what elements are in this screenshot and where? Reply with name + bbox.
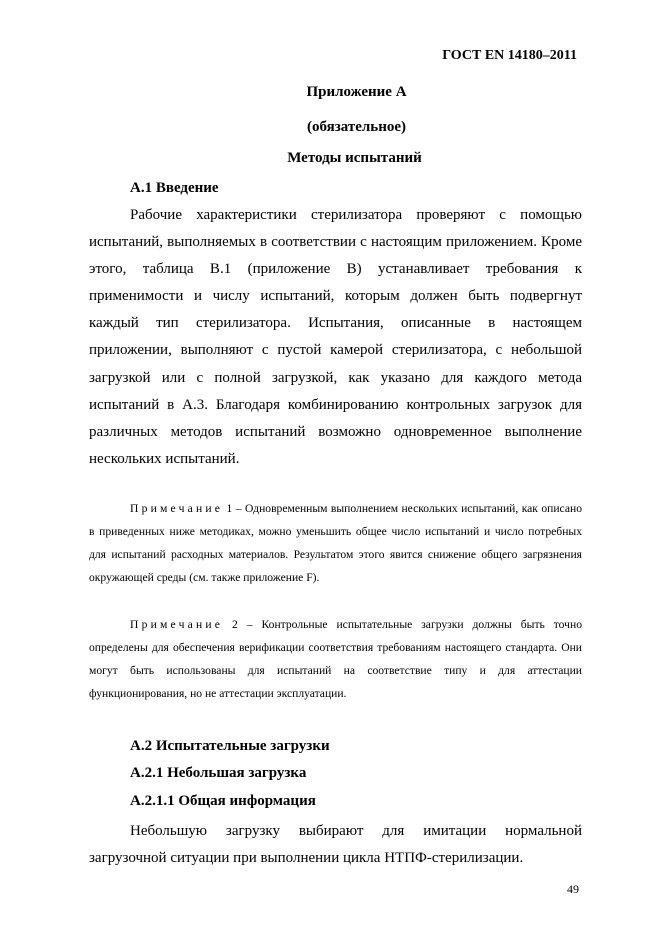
- note-1-label: Примечание: [130, 502, 224, 515]
- note-1-text: 1 – Одновременным выполнением нескольких испытаний, как описано в приведенных ниже методиках, можно уменьшить общее число испытаний и число потребных для испытаний расходных материалов. Результатом этого явится снижение общего загрязнения окружающей среды (см. также приложение F).: [89, 502, 582, 584]
- section-a2-heading: А.2 Испытательные загрузки: [130, 738, 330, 754]
- annex-title: [0, 84, 661, 101]
- note-2-text: 2 – Контрольные испытательные загрузки должны быть точно определены для обеспечения верификации соответствия требованиям настоящего стандарта. Они могут быть использованы для испытаний на соответствие типу и для аттестации функционирования, но не аттестации эксплуатации.: [89, 618, 582, 700]
- section-a211-heading: А.2.1.1 Общая информация: [130, 793, 316, 809]
- annex-subtitle: [0, 150, 661, 167]
- section-a211-paragraph: Небольшую загрузку выбирают для имитации нормальной загрузочной ситуации при выполнении цикла НТПФ-стерилизации.: [89, 823, 582, 867]
- section-a1-paragraph: Рабочие характеристики стерилизатора проверяют с помощью испытаний, выполняемых в соответствии с настоящим приложением. Кроме этого, таблица В.1 (приложение В) устанавливает требования к применимости и числу испытаний, которым должен быть подвергнут каждый тип стерилизатора. Испытания, описанные в настоящем приложении, выполняют с пустой камерой стерилизатора, с небольшой загрузкой или с полной загрузкой, как указано для каждого метода испытаний в А.3. Благодаря комбинированию контрольных загрузок для различных методов испытаний возможно одновременное выполнение нескольких испытаний.: [89, 207, 582, 467]
- annex-title-text: Приложение А: [306, 84, 407, 100]
- section-a21-heading: А.2.1 Небольшая загрузка: [130, 765, 307, 781]
- note-2: [89, 613, 582, 705]
- note-2-label: Примечание: [130, 618, 224, 631]
- annex-type: [0, 119, 661, 136]
- annex-subtitle-text: Методы испытаний: [287, 150, 422, 166]
- note-1: [89, 497, 582, 589]
- annex-type-text: (обязательное): [306, 119, 407, 135]
- standard-designation: ГОСТ EN 14180–2011: [442, 48, 577, 63]
- page-number: 49: [567, 882, 579, 896]
- section-a1-heading: А.1 Введение: [130, 180, 219, 196]
